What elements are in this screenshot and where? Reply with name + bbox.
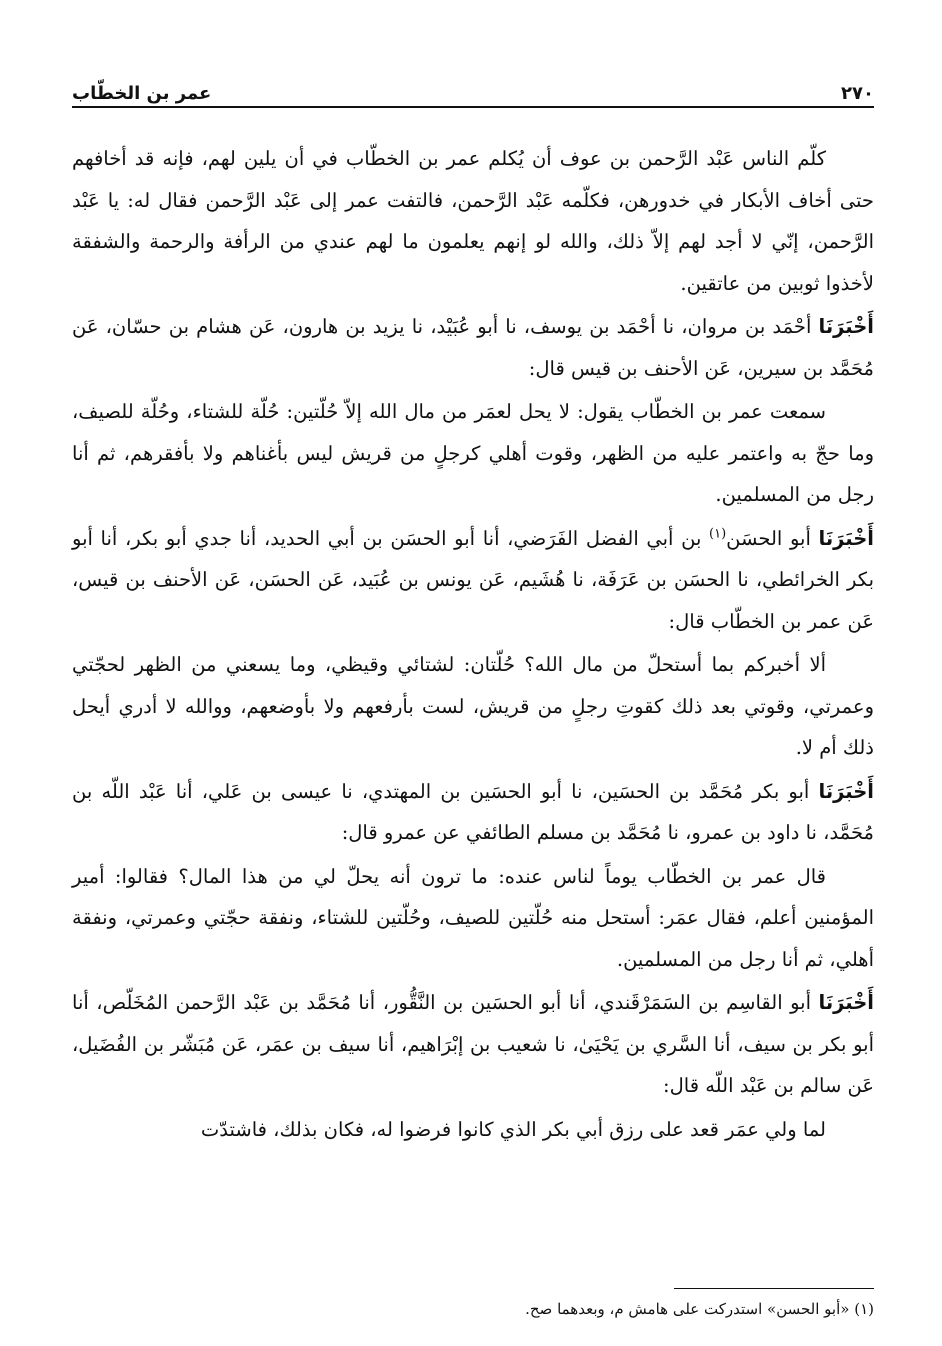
paragraph-text: كلّم الناس عَبْد الرَّحمن بن عوف أن يُكلم عمر بن الخطّاب في أن يلين لهم، فإنه قد أخافهم حتى أخاف الأبكار في خدورهن، فكلّمه عَبْد الرَّحمن، فالتفت عمر إلى عَبْد الرَّحمن فقال له: يا عَبْد الرَّحمن، إنّي لا أجد لهم إلاّ ذلك، والله لو إنهم يعلمون ما لهم عندي من الرأفة والرحمة والشفقة لأخذوا ثوبين من عاتقين.: [72, 147, 874, 295]
paragraph-text: قال عمر بن الخطّاب يوماً لناس عنده: ما ترون أنه يحلّ لي من هذا المال؟ فقالوا: أمير المؤمنين أعلم، فقال عمَر: أستحل منه حُلّتين للصيف، وحُلّتين للشتاء، ونفقة حجّتي وعمرتي، ونفقة أهلي، ثم أنا رجل من المسلمين.: [72, 864, 874, 971]
paragraph-isnad: [72, 771, 874, 854]
body-text: [72, 138, 874, 1152]
page-header: [72, 70, 874, 104]
paragraph-text: سمعت عمر بن الخطّاب يقول: لا يحل لعمَر من مال الله إلاّ حُلّتين: حُلّة للشتاء، وحُلّة للصيف، وما حجّ به واعتمر عليه من الظهر، وقوت أهلي كرجلٍ من قريش ليس بأغناهم ولا بأفقرهم، ثم أنا رجل من المسلمين.: [72, 400, 874, 506]
paragraph-text: أبو بكر مُحَمَّد بن الحسَين، نا أبو الحسَين بن المهتدي، نا عيسى بن عَلي، أنا عَبْد اللّه بن مُحَمَّد، نا داود بن عمرو، نا مُحَمَّد بن مسلم الطائفي عن عمرو قال:: [72, 779, 874, 844]
book-page: [72, 70, 874, 1318]
paragraph-matn: [72, 1109, 874, 1151]
paragraph-matn: [72, 138, 874, 304]
footnote: (١) «أبو الحسن» استدركت على هامش م، وبعدهما صح.: [525, 1300, 874, 1318]
akhbarana-keyword: أَخْبَرَنَا: [818, 991, 874, 1014]
akhbarana-keyword: أَخْبَرَنَا: [818, 779, 874, 803]
paragraph-matn: [72, 391, 874, 516]
paragraph-isnad: [72, 982, 874, 1107]
paragraph-isnad: [72, 306, 874, 389]
footnote-reference[interactable]: (١): [709, 526, 727, 541]
paragraph-isnad: [72, 518, 874, 643]
paragraph-text: ألا أخبركم بما أستحلّ من مال الله؟ حُلّتان: لشتائي وقيظي، وما يسعني من الظهر لحجّتي وعمرتي، وقوتي بعد ذلك كقوتِ رجلٍ من قريش، لست بأرفعهم ولا بأوضعهم، ووالله لا أدري أيحل ذلك أم لا.: [72, 653, 874, 759]
paragraph-matn: [72, 644, 874, 769]
paragraph-matn: [72, 856, 874, 981]
akhbarana-keyword: أَخْبَرَنَا: [818, 526, 874, 550]
running-title: عمر بن الخطّاب: [72, 83, 212, 104]
page-number: ٢٧٠: [841, 83, 874, 104]
paragraph-text: أبو القاسِم بن السَمَرْقَندي، أنا أبو الحسَين بن النَّقُّور، أنا مُحَمَّد بن عَبْد الرَّحمن المُخَلّص، أنا أبو بكر بن سيف، أنا السَّري بن يَحْيَىٰ، نا شعيب بن إبْرَاهيم، أنا سيف بن عمَر، عَن مُبَشّر بن الفُضَيل، عَن سالم بن عَبْد اللّه قال:: [72, 991, 874, 1097]
akhbarana-keyword: أَخْبَرَنَا: [818, 315, 874, 338]
paragraph-text: أحْمَد بن مروان، نا أحْمَد بن يوسف، نا أبو عُبَيْد، نا يزيد بن هارون، عَن هشام بن حسّان، عَن مُحَمَّد بن سيرين، عَن الأحنف بن قيس قال:: [72, 315, 874, 380]
paragraph-text: بن أبي الفضل الفَرَضي، أنا أبو الحسَن بن أبي الحديد، أنا جدي أبو بكر، أنا أبو بكر الخرائطي، نا الحسَن بن عَرَفَة، نا هُشَيم، عَن يونس بن عُبَيد، عَن الحسَن، عَن الأحنف بن قيس، عَن عمر بن الخطّاب قال:: [72, 526, 874, 633]
footnote-rule: [674, 1288, 874, 1289]
paragraph-text: أبو الحسَن: [726, 526, 819, 550]
header-rule: [72, 106, 874, 108]
paragraph-text: لما ولي عمَر قعد على رزق أبي بكر الذي كانوا فرضوا له، فكان بذلك، فاشتدّت: [200, 1117, 826, 1141]
